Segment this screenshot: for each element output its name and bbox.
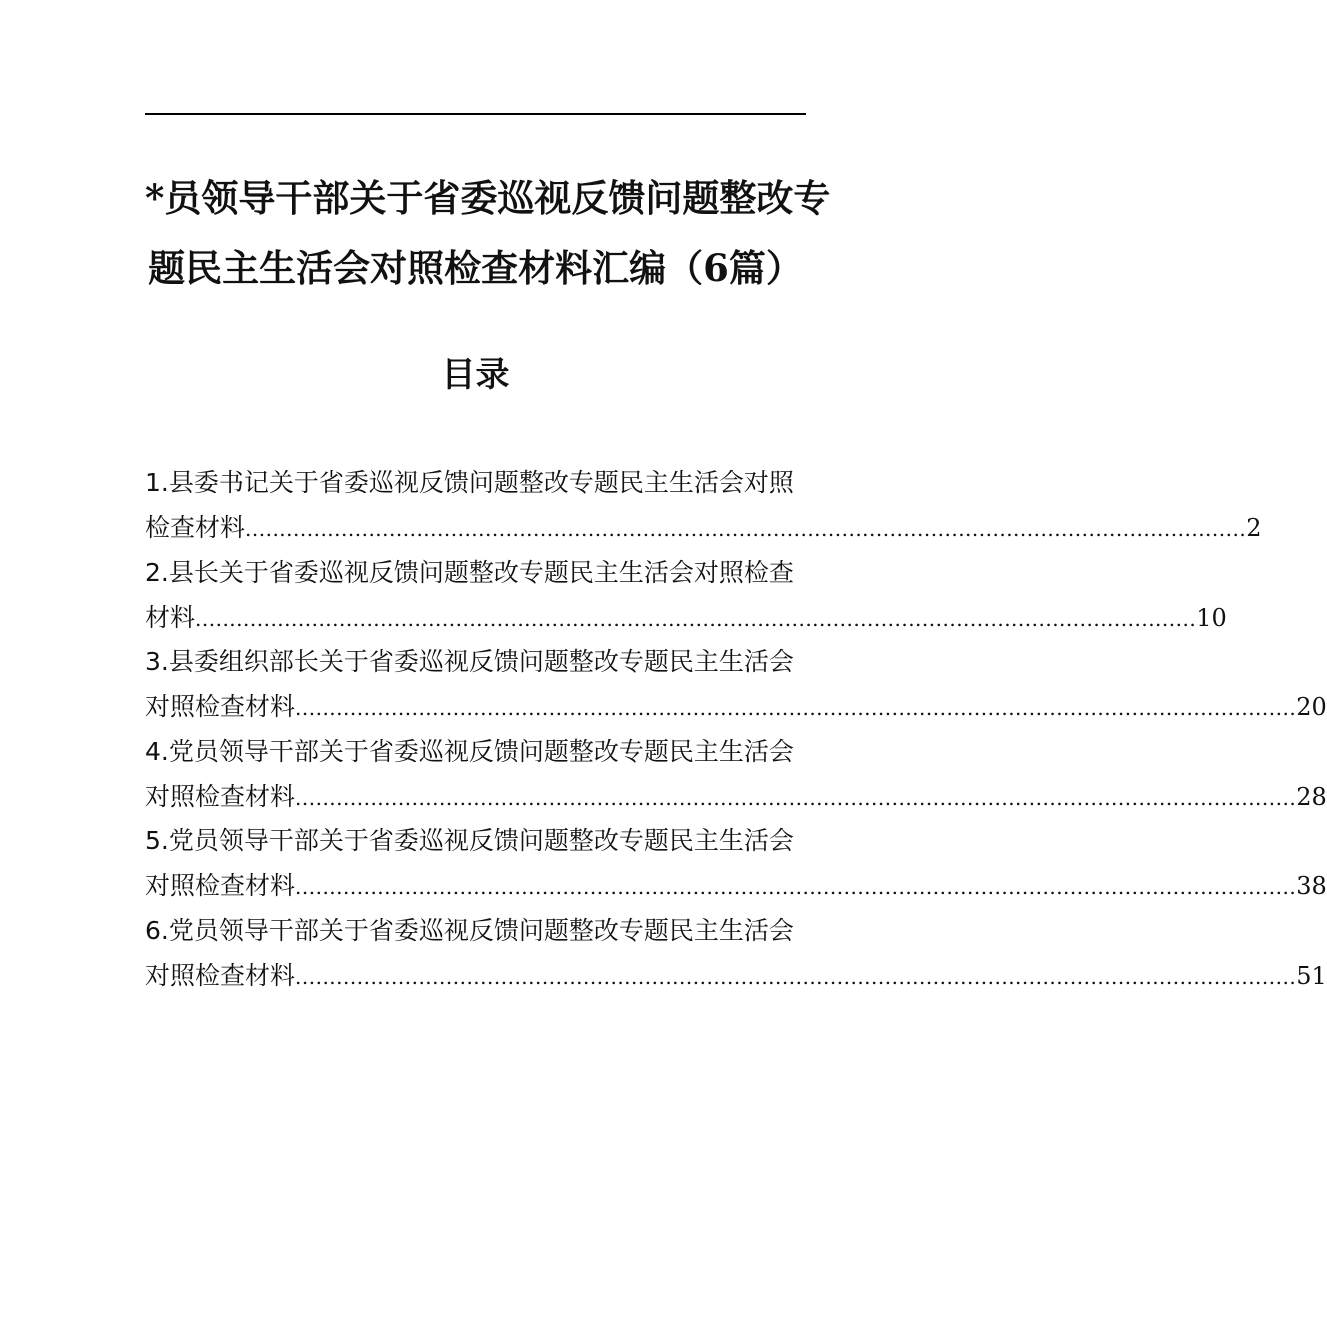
header-rule	[145, 113, 806, 115]
toc-dot-leader: ..................................................................................................................................................	[245, 517, 1247, 541]
toc-entry-1[interactable]	[145, 460, 1262, 550]
toc-entry-title: 3.县委组织部长关于省委巡视反馈问题整改专题民主生活会	[145, 647, 794, 677]
toc-page-number: 2	[1246, 514, 1262, 542]
toc-entry-title-end: 检查材料	[145, 513, 246, 542]
toc-page-number: 38	[1296, 872, 1327, 901]
toc-entry-title-end: 对照检查材料	[145, 781, 296, 811]
toc-entry-title-end: 对照检查材料	[145, 960, 296, 990]
toc-page-number: 51	[1296, 961, 1327, 990]
toc-entry-title: 4.党员领导干部关于省委巡视反馈问题整改专题民主生活会	[145, 736, 794, 766]
table-of-contents	[145, 460, 1327, 998]
toc-entry-title-end: 材料	[145, 602, 196, 632]
toc-entry-continuation	[145, 774, 1327, 819]
document-title-line-1: *员领导干部关于省委巡视反馈问题整改专	[145, 176, 831, 220]
toc-page-number: 10	[1196, 603, 1227, 632]
toc-dot-leader: ..................................................................................................................................................	[295, 696, 1297, 721]
toc-page-number: 20	[1296, 693, 1327, 722]
toc-entry-title: 2.县长关于省委巡视反馈问题整改专题民主生活会对照检查	[145, 557, 794, 587]
document-title-line-2: 题民主生活会对照检查材料汇编（6篇）	[148, 246, 803, 290]
toc-entry-title: 6.党员领导干部关于省委巡视反馈问题整改专题民主生活会	[145, 915, 794, 945]
toc-entry-continuation	[145, 953, 1327, 998]
toc-dot-leader: ..................................................................................................................................................	[295, 875, 1297, 900]
toc-entry-title: 1.县委书记关于省委巡视反馈问题整改专题民主生活会对照	[145, 468, 794, 497]
toc-entry-continuation	[145, 505, 1262, 550]
toc-entry-continuation	[145, 863, 1327, 908]
toc-entry-continuation	[145, 595, 1227, 640]
toc-heading: 目录	[441, 355, 510, 395]
toc-entry-4[interactable]	[145, 729, 1327, 819]
toc-entry-2[interactable]	[145, 550, 1227, 640]
toc-entry-6[interactable]	[145, 908, 1327, 998]
toc-entry-title-end: 对照检查材料	[145, 871, 296, 901]
toc-dot-leader: ..................................................................................................................................................	[295, 964, 1297, 989]
toc-entry-5[interactable]	[145, 818, 1327, 908]
toc-entry-title-end: 对照检查材料	[145, 692, 296, 722]
document-title	[145, 163, 831, 303]
toc-dot-leader: ..................................................................................................................................................	[195, 606, 1197, 631]
toc-entry-continuation	[145, 684, 1327, 729]
toc-entry-3[interactable]	[145, 639, 1327, 729]
toc-entry-title: 5.党员领导干部关于省委巡视反馈问题整改专题民主生活会	[145, 826, 794, 856]
toc-page-number: 28	[1296, 782, 1327, 811]
toc-dot-leader: ..................................................................................................................................................	[295, 785, 1297, 810]
